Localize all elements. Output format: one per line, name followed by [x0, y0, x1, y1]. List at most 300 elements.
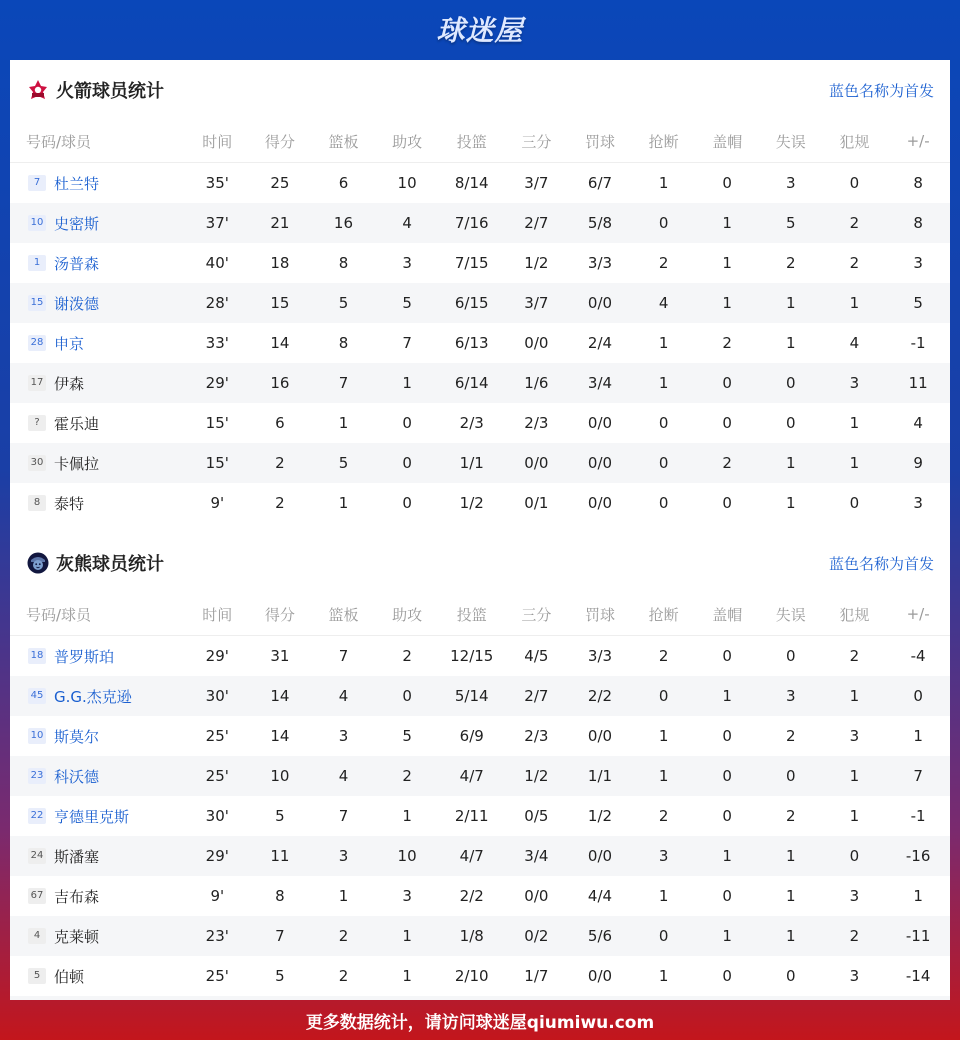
stat-cell: -11 [886, 916, 950, 956]
player-stats-table [10, 120, 950, 523]
column-header[interactable]: 篮板 [312, 593, 376, 636]
player-name-link[interactable]: 泰特 [54, 494, 85, 513]
column-header[interactable]: 时间 [187, 120, 249, 163]
stat-cell: 1 [695, 203, 759, 243]
stat-cell: 1 [402, 967, 412, 985]
stat-cell: 4 [375, 203, 439, 243]
stat-cell: 0 [759, 756, 823, 796]
stat-cell: 3 [759, 676, 823, 716]
player-cell [10, 483, 187, 523]
rockets-logo-icon-part [26, 78, 50, 102]
team-title-group [26, 77, 164, 103]
stat-cell: 4 [632, 283, 696, 323]
section-header [10, 60, 950, 120]
player-cell [10, 676, 187, 716]
stat-cell: 1 [695, 676, 759, 716]
stat-cell: 1 [913, 887, 923, 905]
stat-cell: 1 [823, 283, 887, 323]
stat-cell: 7/16 [439, 203, 505, 243]
jersey-number-badge: 17 [28, 375, 46, 391]
stat-cell: 1 [849, 414, 860, 432]
stat-cell: 6 [338, 174, 349, 192]
column-header[interactable]: 投篮 [439, 120, 505, 163]
stat-cell: 5 [759, 203, 823, 243]
column-header[interactable]: 犯规 [823, 120, 887, 163]
stat-cell: 18 [270, 254, 290, 272]
jersey-number-badge: 30 [28, 455, 46, 471]
player-cell [10, 403, 187, 443]
column-header[interactable]: 犯规 [823, 593, 887, 636]
column-header[interactable]: 投篮 [439, 593, 505, 636]
stats-panel [10, 60, 950, 1000]
rockets-logo-icon-part [32, 93, 44, 97]
stat-cell: 5 [312, 443, 376, 483]
stat-cell: 0 [658, 494, 669, 512]
stat-cell: 25' [205, 967, 229, 985]
stat-cell: -1 [910, 807, 926, 825]
stat-cell: 1 [823, 443, 887, 483]
column-header[interactable]: 失误 [759, 120, 823, 163]
rockets-logo-icon [26, 78, 50, 102]
stat-cell: 2 [338, 967, 349, 985]
top-bar [0, 0, 960, 58]
stat-cell: 1 [658, 967, 669, 985]
stat-cell: 6/14 [439, 363, 505, 403]
starter-note: 蓝色名称为首发 [828, 81, 934, 100]
stat-cell: 0/1 [524, 494, 549, 512]
stat-cell: 1 [338, 414, 349, 432]
stat-cell: 3/7 [524, 174, 549, 192]
stat-cell: 3/7 [505, 283, 569, 323]
stat-cell: 16 [312, 203, 376, 243]
stat-cell: 3 [402, 887, 412, 905]
stat-cell: 0 [759, 363, 823, 403]
stat-cell: 0 [722, 174, 732, 192]
stat-cell: 0 [786, 414, 796, 432]
stat-cell: 15' [205, 414, 229, 432]
stat-cell: 1 [759, 283, 823, 323]
stat-cell: 5/6 [568, 916, 632, 956]
stat-cell: 14 [270, 727, 290, 745]
stat-cell: 2/3 [524, 727, 549, 745]
table-row[interactable] [10, 716, 950, 756]
stat-cell: 0 [402, 494, 412, 512]
column-header[interactable]: +/- [886, 593, 950, 636]
stat-cell: 1/1 [439, 443, 505, 483]
table-row[interactable] [10, 403, 950, 443]
jersey-number-badge: 18 [28, 648, 46, 664]
jersey-number-badge: 24 [28, 848, 46, 864]
player-cell [10, 283, 187, 323]
column-header[interactable]: 篮板 [312, 120, 376, 163]
column-header[interactable]: 时间 [187, 593, 249, 636]
stat-cell: 2 [658, 254, 669, 272]
stat-cell: 8 [886, 203, 950, 243]
stat-cell: 15 [248, 283, 312, 323]
table-row[interactable] [10, 956, 950, 996]
stat-cell: 3 [823, 363, 887, 403]
stat-cell: 10 [375, 836, 439, 876]
stat-cell: 1 [338, 887, 349, 905]
stat-cell: 3 [402, 254, 412, 272]
stat-cell: 1/2 [524, 254, 549, 272]
column-header[interactable]: 号码/球员 [10, 120, 187, 163]
stat-cell: 0/0 [505, 443, 569, 483]
player-name-link[interactable]: 普罗斯珀 [54, 647, 115, 666]
player-name-link[interactable]: 伯顿 [54, 967, 85, 986]
stat-cell: 0 [722, 414, 732, 432]
player-cell [10, 956, 187, 996]
stat-cell: 2 [722, 334, 732, 352]
stat-cell: 0 [886, 676, 950, 716]
stat-cell: 1 [632, 756, 696, 796]
player-cell [10, 363, 187, 403]
player-name-link[interactable]: 亨德里克斯 [54, 807, 130, 826]
jersey-number-badge: 15 [28, 295, 46, 311]
jersey-number-badge: 67 [28, 888, 46, 904]
stat-cell: 2 [248, 443, 312, 483]
stat-cell: 4/5 [524, 647, 549, 665]
stat-cell: 9 [886, 443, 950, 483]
stat-cell: 3/4 [568, 363, 632, 403]
team-section-0 [10, 60, 950, 533]
starter-note: 蓝色名称为首发 [828, 554, 934, 573]
stat-cell: 6/9 [459, 727, 484, 745]
stat-cell: 0 [722, 967, 732, 985]
table-header-row [10, 120, 950, 163]
table-row[interactable] [10, 796, 950, 836]
column-header[interactable]: 抢断 [632, 593, 696, 636]
jersey-number-badge: 45 [28, 688, 46, 704]
stat-cell: 14 [248, 676, 312, 716]
stat-cell: 3 [786, 174, 796, 192]
player-cell [10, 443, 187, 483]
stat-cell: 1 [402, 807, 412, 825]
stat-cell: 1/8 [439, 916, 505, 956]
player-cell [10, 243, 187, 283]
stat-cell: 7 [312, 363, 376, 403]
stat-cell: 1 [695, 283, 759, 323]
player-name-link[interactable]: 斯莫尔 [54, 727, 100, 746]
table-row[interactable] [10, 483, 950, 523]
stat-cell: 14 [270, 334, 290, 352]
jersey-number-badge: 7 [28, 175, 46, 191]
stat-cell: 1 [375, 363, 439, 403]
column-header[interactable]: 得分 [248, 593, 312, 636]
player-name-link[interactable]: 申京 [54, 334, 85, 353]
stat-cell: 10 [397, 174, 417, 192]
stat-cell: 3 [849, 727, 860, 745]
stat-cell: 3 [913, 494, 923, 512]
player-cell [10, 756, 187, 796]
stat-cell: 35' [205, 174, 229, 192]
stat-cell: 3 [849, 887, 860, 905]
player-name-link[interactable]: 汤普森 [54, 254, 100, 273]
table-row[interactable] [10, 203, 950, 243]
stat-cell: 2 [786, 727, 796, 745]
player-name-link[interactable]: 谢泼德 [54, 294, 100, 313]
table-row[interactable] [10, 876, 950, 916]
stat-cell: 3 [312, 836, 376, 876]
column-header[interactable]: 盖帽 [695, 120, 759, 163]
table-row[interactable] [10, 163, 950, 204]
stat-cell: 40' [205, 254, 229, 272]
stat-cell: 1 [823, 756, 887, 796]
stat-cell: 9' [210, 494, 225, 512]
stat-cell: 8 [275, 887, 285, 905]
player-name-link[interactable]: 斯潘塞 [54, 847, 100, 866]
stat-cell: 7 [248, 916, 312, 956]
grizzlies-logo-icon [26, 551, 50, 575]
section-spacer [10, 523, 950, 533]
jersey-number-badge: 10 [28, 215, 46, 231]
table-row[interactable] [10, 636, 950, 677]
jersey-number-badge: 22 [28, 808, 46, 824]
stat-cell: 0 [823, 836, 887, 876]
stat-cell: 5/8 [568, 203, 632, 243]
player-cell [10, 796, 187, 836]
stat-cell: 3 [913, 254, 923, 272]
table-row[interactable] [10, 363, 950, 403]
stat-cell: 1 [759, 836, 823, 876]
player-cell [10, 323, 187, 363]
stat-cell: 28' [187, 283, 249, 323]
stat-cell: 5 [275, 807, 285, 825]
stat-cell: 3 [849, 967, 860, 985]
stat-cell: 1 [658, 334, 669, 352]
stat-cell: 16 [248, 363, 312, 403]
stat-cell: 0/0 [524, 887, 549, 905]
stat-cell: 0/5 [524, 807, 549, 825]
stat-cell: 1 [786, 887, 796, 905]
stat-cell: 2 [658, 647, 669, 665]
stat-cell: 11 [886, 363, 950, 403]
stat-cell: 1 [786, 334, 796, 352]
stat-cell: 2/2 [459, 887, 484, 905]
stat-cell: 7 [338, 647, 349, 665]
stat-cell: 0/0 [568, 283, 632, 323]
stat-cell: -14 [905, 967, 931, 985]
stat-cell: 2 [658, 807, 669, 825]
stat-cell: 1 [695, 836, 759, 876]
stat-cell: 1 [759, 916, 823, 956]
column-header[interactable]: 助攻 [375, 120, 439, 163]
stat-cell: 2 [849, 647, 860, 665]
column-header[interactable]: +/- [886, 120, 950, 163]
stat-cell: 4 [913, 414, 923, 432]
stat-cell: 2/10 [454, 967, 489, 985]
stat-cell: 7 [402, 334, 412, 352]
column-header[interactable]: 抢断 [632, 120, 696, 163]
stat-cell: 0/0 [587, 494, 613, 512]
stat-cell: 2 [275, 494, 285, 512]
column-header[interactable]: 助攻 [375, 593, 439, 636]
stat-cell: 1 [786, 494, 796, 512]
column-header[interactable]: 失误 [759, 593, 823, 636]
stat-cell: 0 [402, 414, 412, 432]
table-row[interactable] [10, 916, 950, 956]
stat-cell: 7 [338, 807, 349, 825]
stat-cell: 6/7 [587, 174, 613, 192]
column-header[interactable]: 号码/球员 [10, 593, 187, 636]
stat-cell: 1/2 [587, 807, 613, 825]
stat-cell: 0 [632, 676, 696, 716]
stat-cell: 4/7 [439, 756, 505, 796]
column-header[interactable]: 三分 [505, 593, 569, 636]
stat-cell: 0 [849, 174, 860, 192]
stat-cell: 0 [658, 414, 669, 432]
player-name-link[interactable]: G.G.杰克逊 [54, 687, 132, 706]
stat-cell: -4 [910, 647, 926, 665]
stat-cell: 1 [658, 174, 669, 192]
stat-cell: 2 [312, 916, 376, 956]
stat-cell: 3/3 [587, 647, 613, 665]
player-cell [10, 163, 187, 204]
stat-cell: 2/11 [454, 807, 489, 825]
player-name-link[interactable]: 霍乐迪 [54, 414, 100, 433]
stat-cell: 7/15 [454, 254, 489, 272]
stat-cell: 1 [913, 727, 923, 745]
stat-cell: 1 [722, 254, 732, 272]
team-title: 火箭球员统计 [56, 81, 164, 102]
stat-cell: 0 [722, 807, 732, 825]
stat-cell: 0/2 [505, 916, 569, 956]
stat-cell: 1 [375, 916, 439, 956]
stat-cell: 23' [187, 916, 249, 956]
stat-cell: 29' [187, 836, 249, 876]
player-name-link[interactable]: 卡佩拉 [54, 454, 100, 473]
stat-cell: 5 [375, 283, 439, 323]
stat-cell: 0 [786, 967, 796, 985]
jersey-number-badge: ? [28, 415, 46, 431]
stat-cell: 1 [632, 363, 696, 403]
stat-cell: 37' [187, 203, 249, 243]
grizzlies-logo-icon-part [33, 560, 43, 570]
stat-cell: 2 [786, 807, 796, 825]
stat-cell: 5 [402, 727, 412, 745]
section-header [10, 533, 950, 593]
stat-cell: 0 [722, 727, 732, 745]
table-row[interactable] [10, 323, 950, 363]
player-name-link[interactable]: 伊森 [54, 374, 85, 393]
stat-cell: 29' [205, 647, 229, 665]
jersey-number-badge: 5 [28, 968, 46, 984]
stat-cell: 4 [849, 334, 860, 352]
stat-cell: 3 [338, 727, 349, 745]
jersey-number-badge: 8 [28, 495, 46, 511]
stat-cell: 2 [695, 443, 759, 483]
column-header[interactable]: 罚球 [568, 593, 632, 636]
team-title: 灰熊球员统计 [56, 554, 164, 575]
stat-cell: 15' [187, 443, 249, 483]
footer-banner[interactable]: 更多数据统计，请访问球迷屋qiumiwu.com [305, 1012, 655, 1033]
stat-cell: 2 [849, 254, 860, 272]
grizzlies-logo-icon-part [26, 551, 50, 575]
stat-cell: 2/3 [459, 414, 484, 432]
stat-cell: -1 [910, 334, 926, 352]
stat-cell: 10 [248, 756, 312, 796]
player-name-link[interactable]: 杜兰特 [54, 174, 100, 193]
jersey-number-badge: 1 [28, 255, 46, 271]
column-header[interactable]: 罚球 [568, 120, 632, 163]
stat-cell: 11 [248, 836, 312, 876]
stat-cell: 33' [205, 334, 229, 352]
stat-cell: 8 [913, 174, 923, 192]
stat-cell: 0 [375, 443, 439, 483]
stat-cell: 1/1 [568, 756, 632, 796]
player-stats-table [10, 593, 950, 1000]
column-header[interactable]: 得分 [248, 120, 312, 163]
stat-cell: 25' [187, 756, 249, 796]
table-header-row [10, 593, 950, 636]
stat-cell: 1/6 [505, 363, 569, 403]
stat-cell: 2/7 [505, 203, 569, 243]
stat-cell: 6 [275, 414, 285, 432]
stat-cell: 2 [786, 254, 796, 272]
stat-cell: 2/3 [524, 414, 549, 432]
stat-cell: 25 [270, 174, 290, 192]
stat-cell: 9' [210, 887, 225, 905]
stat-cell: 2 [823, 916, 887, 956]
team-title-group [26, 550, 164, 576]
stat-cell: 4 [312, 676, 376, 716]
brand-logo[interactable]: 球迷屋 [436, 14, 524, 47]
stat-cell: 21 [248, 203, 312, 243]
player-cell [10, 916, 187, 956]
team-section-1 [10, 533, 950, 1000]
player-name-link[interactable]: 吉布森 [54, 887, 100, 906]
stat-cell: 0 [695, 363, 759, 403]
stat-cell: 12/15 [450, 647, 494, 665]
stat-cell: 4/7 [439, 836, 505, 876]
stat-cell: 30' [187, 676, 249, 716]
table-row[interactable] [10, 676, 950, 716]
stat-cell: 2/4 [587, 334, 613, 352]
grizzlies-logo-icon-part [39, 563, 41, 565]
stat-cell: 5 [275, 967, 285, 985]
stat-cell: 1/2 [459, 494, 484, 512]
player-cell [10, 836, 187, 876]
player-name-link[interactable]: 克莱顿 [54, 927, 100, 946]
stat-cell: 0 [722, 494, 732, 512]
stat-cell: 1 [338, 494, 349, 512]
table-row[interactable] [10, 836, 950, 876]
table-row[interactable] [10, 756, 950, 796]
table-row[interactable] [10, 283, 950, 323]
stat-cell: 1 [823, 676, 887, 716]
table-row[interactable] [10, 443, 950, 483]
stat-cell: 4/4 [587, 887, 613, 905]
stat-cell: 7 [886, 756, 950, 796]
stat-cell: 5 [312, 283, 376, 323]
player-name-link[interactable]: 科沃德 [54, 767, 100, 786]
stat-cell: 1 [849, 807, 860, 825]
stat-cell: 0 [722, 887, 732, 905]
stat-cell: 0/0 [587, 967, 613, 985]
stat-cell: 8/14 [454, 174, 489, 192]
grizzlies-logo-icon-part [35, 563, 37, 565]
stat-cell: 1 [658, 887, 669, 905]
stat-cell: 0/0 [568, 836, 632, 876]
stat-cell: 0 [375, 676, 439, 716]
stat-cell: 0 [632, 443, 696, 483]
column-header[interactable]: 三分 [505, 120, 569, 163]
column-header[interactable]: 盖帽 [695, 593, 759, 636]
stat-cell: 6/13 [454, 334, 489, 352]
stat-cell: 2 [402, 647, 412, 665]
player-name-link[interactable]: 史密斯 [54, 214, 100, 233]
table-row[interactable] [10, 243, 950, 283]
